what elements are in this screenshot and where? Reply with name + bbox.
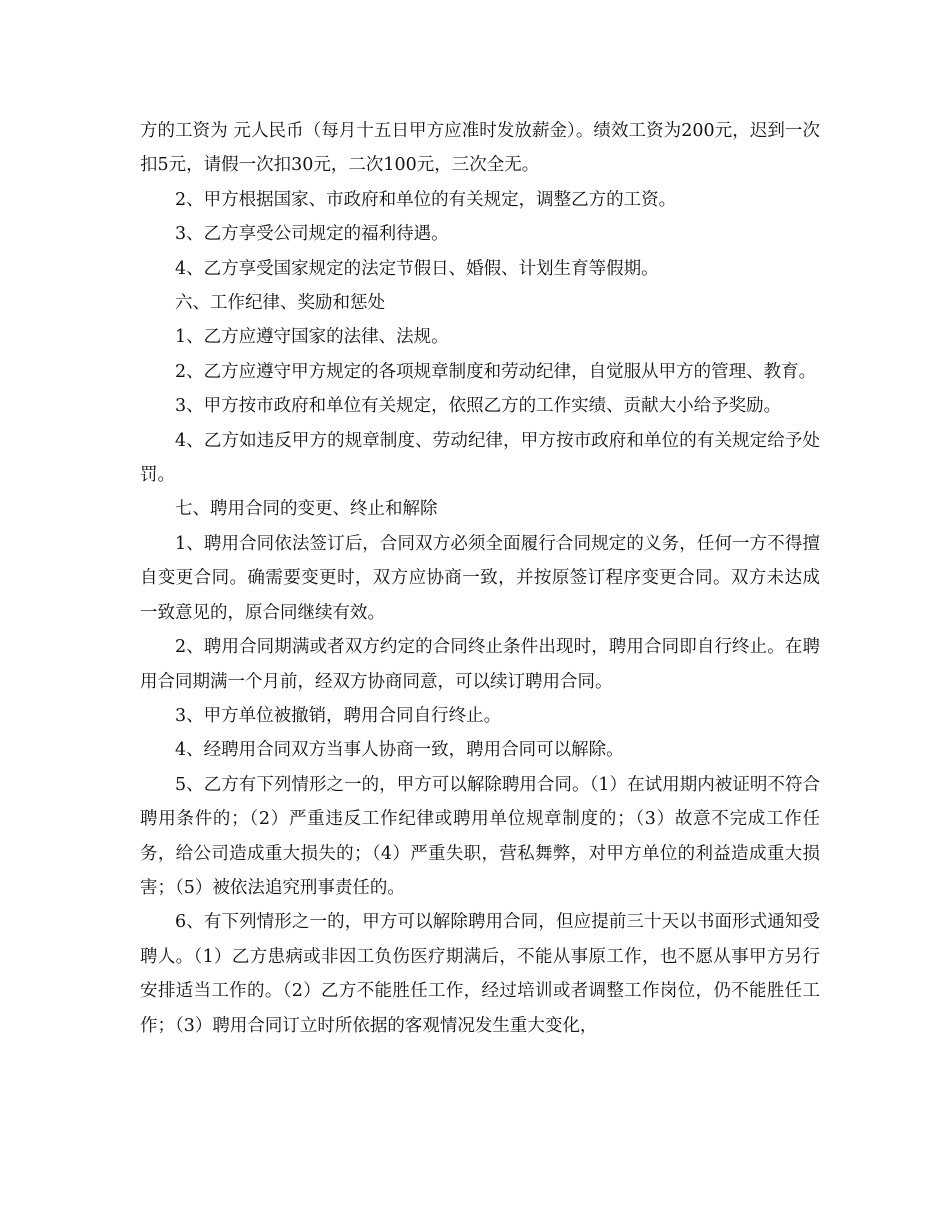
paragraph-contract-4: 4、经聘用合同双方当事人协商一致，聘用合同可以解除。 bbox=[175, 740, 624, 761]
paragraph-contract-5: 5、乙方有下列情形之一的，甲方可以解除聘用合同。（1）在试用期内被证明不符合聘用条件的；（2）严重违反工作纪律或聘用单位规章制度的；（3）故意不完成工作任务，给公司造成重大损失的；（4）严重失职，营私舞弊，对甲方单位的利益造成重大损害；（5）被依法追究刑事责任的。 bbox=[140, 774, 820, 898]
section-heading-contract-change: 七、聘用合同的变更、终止和解除 bbox=[175, 499, 438, 520]
paragraph-discipline-3: 3、甲方按市政府和单位有关规定，依照乙方的工作实绩、贡献大小给予奖励。 bbox=[175, 396, 782, 417]
paragraph-discipline-4: 4、乙方如违反甲方的规章制度、劳动纪律，甲方按市政府和单位的有关规定给予处罚。 bbox=[140, 430, 820, 486]
paragraph-salary-adjustment: 2、甲方根据国家、市政府和单位的有关规定，调整乙方的工资。 bbox=[175, 189, 677, 210]
document-body bbox=[140, 114, 820, 1043]
paragraph-discipline-1: 1、乙方应遵守国家的法律、法规。 bbox=[175, 327, 449, 348]
paragraph-contract-1: 1、聘用合同依法签订后，合同双方必须全面履行合同规定的义务，任何一方不得擅自变更合同。确需要变更时，双方应协商一致，并按原签订程序变更合同。双方未达成一致意见的，原合同继续有效。 bbox=[140, 533, 820, 623]
paragraph-contract-2: 2、聘用合同期满或者双方约定的合同终止条件出现时，聘用合同即自行终止。在聘用合同期满一个月前，经双方协商同意，可以续订聘用合同。 bbox=[140, 637, 820, 692]
paragraph-discipline-2: 2、乙方应遵守甲方规定的各项规章制度和劳动纪律，自觉服从甲方的管理、教育。 bbox=[175, 361, 817, 382]
paragraph-welfare: 3、乙方享受公司规定的福利待遇。 bbox=[175, 224, 449, 245]
paragraph-contract-3: 3、甲方单位被撤销，聘用合同自行终止。 bbox=[175, 705, 502, 726]
paragraph-holidays: 4、乙方享受国家规定的法定节假日、婚假、计划生育等假期。 bbox=[175, 258, 659, 279]
paragraph-contract-6: 6、有下列情形之一的，甲方可以解除聘用合同，但应提前三十天以书面形式通知受聘人。（1）乙方患病或非因工负伤医疗期满后，不能从事原工作，也不愿从事甲方另行安排适当工作的。（2）乙方不能胜任工作，经过培训或者调整工作岗位，仍不能胜任工作；（3）聘用合同订立时所依据的客观情况发生重大变化， bbox=[140, 912, 820, 1036]
section-heading-discipline: 六、工作纪律、奖励和惩处 bbox=[175, 293, 385, 314]
paragraph-salary-continued: 方的工资为 元人民币（每月十五日甲方应准时发放薪金）。绩效工资为200元，迟到一次扣5元，请假一次扣30元，二次100元，三次全无。 bbox=[140, 121, 820, 176]
